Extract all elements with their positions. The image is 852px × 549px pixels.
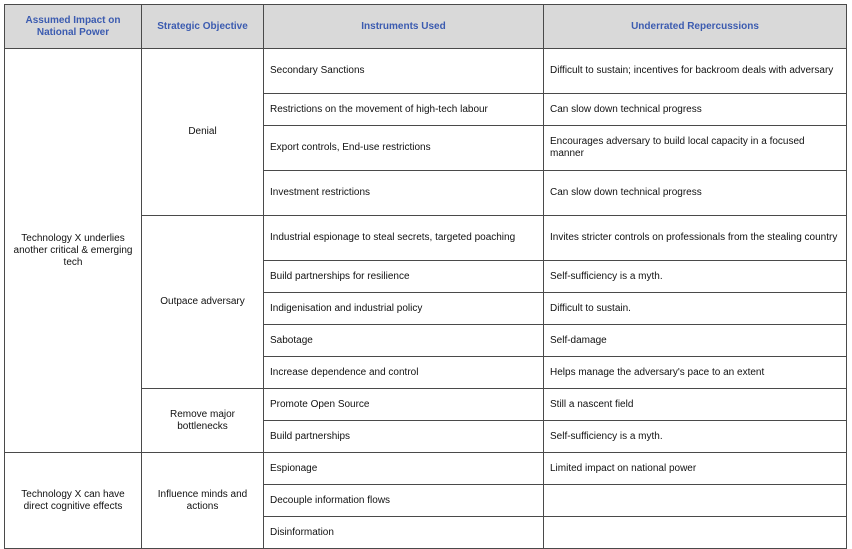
instrument-cell: Decouple information flows <box>264 485 544 517</box>
instrument-cell: Export controls, End-use restrictions <box>264 126 544 171</box>
impact-cell-cognitive: Technology X can have direct cognitive effects <box>5 453 142 549</box>
instrument-cell: Indigenisation and industrial policy <box>264 293 544 325</box>
header-repercussions: Underrated Repercussions <box>544 5 847 49</box>
strategy-table <box>4 4 847 549</box>
instrument-cell: Promote Open Source <box>264 389 544 421</box>
instrument-cell: Secondary Sanctions <box>264 49 544 94</box>
table-row <box>5 453 847 485</box>
header-row <box>5 5 847 49</box>
instrument-cell: Build partnerships for resilience <box>264 261 544 293</box>
repercussion-cell: Self-sufficiency is a myth. <box>544 261 847 293</box>
table-row <box>5 49 847 94</box>
repercussion-cell: Self-damage <box>544 325 847 357</box>
objective-cell-outpace: Outpace adversary <box>142 216 264 389</box>
instrument-cell: Increase dependence and control <box>264 357 544 389</box>
repercussion-cell: Self-sufficiency is a myth. <box>544 421 847 453</box>
header-instruments: Instruments Used <box>264 5 544 49</box>
instrument-cell: Investment restrictions <box>264 171 544 216</box>
objective-cell-remove: Remove major bottlenecks <box>142 389 264 453</box>
repercussion-cell <box>544 517 847 549</box>
repercussion-cell: Helps manage the adversary's pace to an extent <box>544 357 847 389</box>
objective-cell-influence: Influence minds and actions <box>142 453 264 549</box>
instrument-cell: Sabotage <box>264 325 544 357</box>
instrument-cell: Build partnerships <box>264 421 544 453</box>
objective-cell-denial: Denial <box>142 49 264 216</box>
repercussion-cell: Difficult to sustain; incentives for backroom deals with adversary <box>544 49 847 94</box>
header-impact: Assumed Impact on National Power <box>5 5 142 49</box>
repercussion-cell: Limited impact on national power <box>544 453 847 485</box>
instrument-cell: Disinformation <box>264 517 544 549</box>
repercussion-cell: Can slow down technical progress <box>544 171 847 216</box>
impact-cell-underlies: Technology X underlies another critical & emerging tech <box>5 49 142 453</box>
repercussion-cell: Encourages adversary to build local capacity in a focused manner <box>544 126 847 171</box>
instrument-cell: Restrictions on the movement of high-tech labour <box>264 94 544 126</box>
repercussion-cell <box>544 485 847 517</box>
header-objective: Strategic Objective <box>142 5 264 49</box>
repercussion-cell: Can slow down technical progress <box>544 94 847 126</box>
repercussion-cell: Still a nascent field <box>544 389 847 421</box>
repercussion-cell: Invites stricter controls on professionals from the stealing country <box>544 216 847 261</box>
instrument-cell: Espionage <box>264 453 544 485</box>
repercussion-cell: Difficult to sustain. <box>544 293 847 325</box>
instrument-cell: Industrial espionage to steal secrets, targeted poaching <box>264 216 544 261</box>
